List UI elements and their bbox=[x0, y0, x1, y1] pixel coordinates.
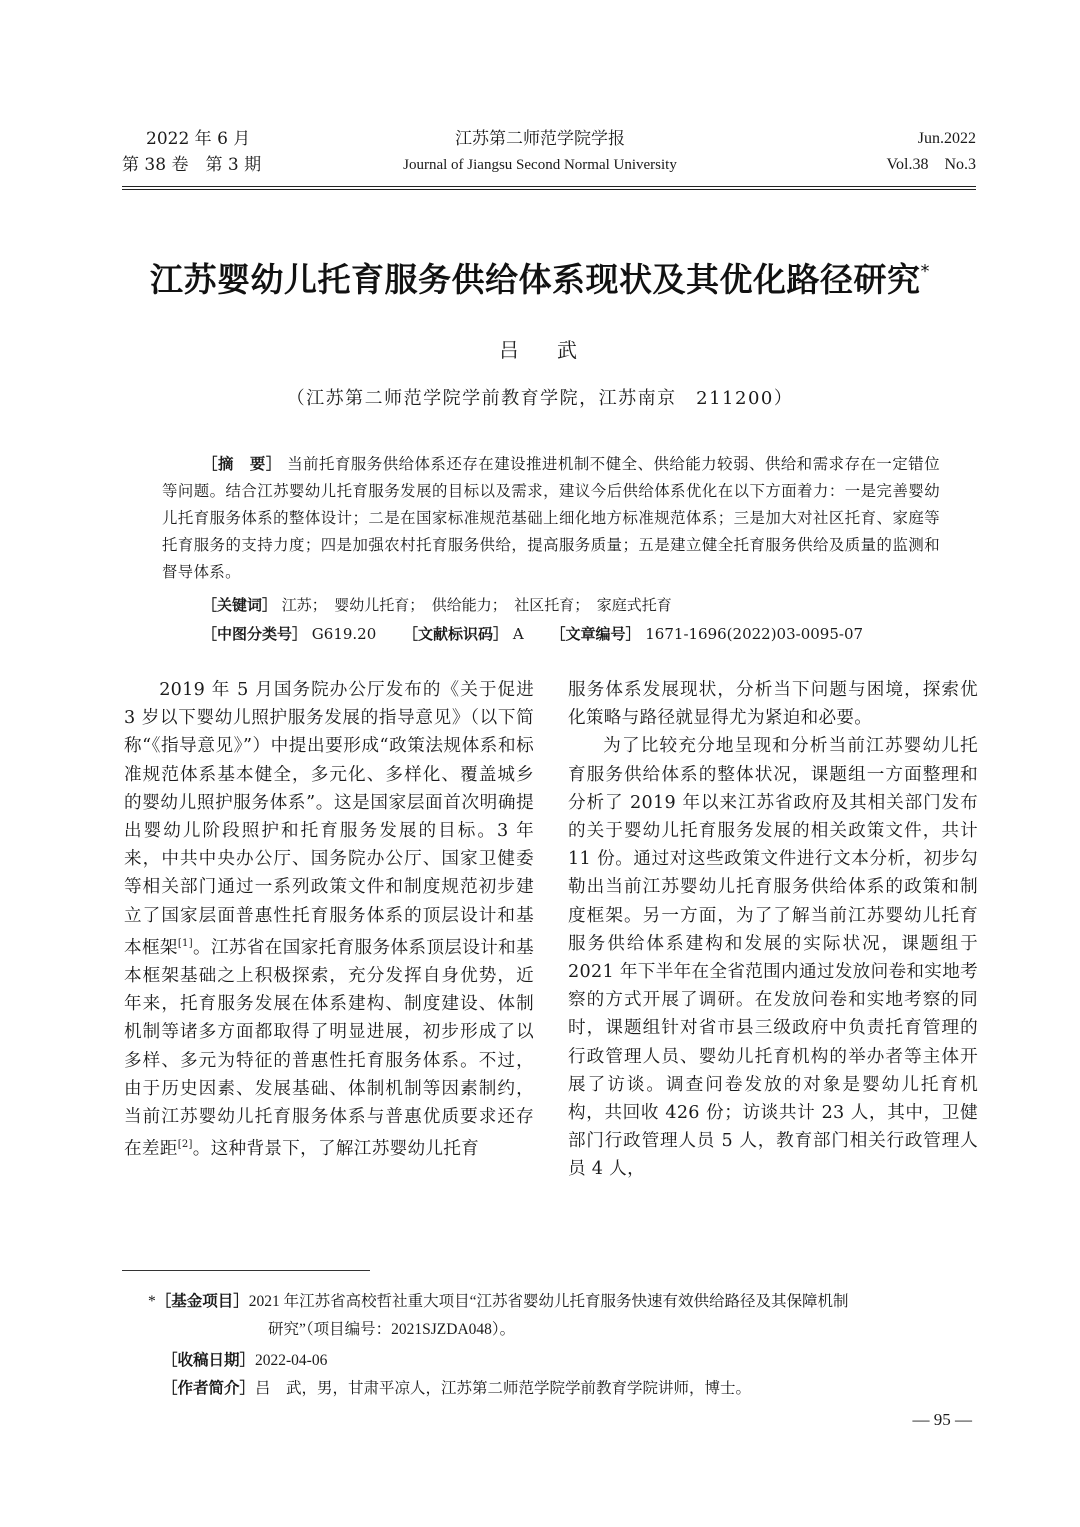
volume-issue-cn: 第 38 卷 第 3 期 bbox=[122, 155, 262, 175]
journal-name-en: Journal of Jiangsu Second Normal University bbox=[403, 157, 677, 173]
body-column-left bbox=[124, 676, 534, 1163]
keywords-list: 江苏； 婴幼儿托育； 供给能力； 社区托育； 家庭式托育 bbox=[281, 596, 672, 614]
citation-1[interactable]: [1] bbox=[177, 937, 193, 949]
author-given: 吕 bbox=[499, 338, 523, 362]
header-left bbox=[122, 126, 261, 178]
footnote-author-bio bbox=[162, 1374, 751, 1403]
clc-value: G619.20 bbox=[311, 625, 377, 643]
footnote-received-date bbox=[162, 1346, 327, 1375]
fund-mark: * bbox=[148, 1293, 156, 1310]
abstract-label: ［摘 要］ bbox=[202, 455, 282, 473]
classification-line bbox=[202, 621, 942, 648]
author-bio-value: 吕 武，男，甘肃平凉人，江苏第二师范学院学前教育学院讲师，博士。 bbox=[255, 1380, 752, 1397]
abstract bbox=[162, 451, 940, 586]
keywords-label: ［关键词］ bbox=[202, 596, 278, 614]
issue-date-en: Jun.2022 bbox=[917, 130, 976, 147]
journal-name-cn: 江苏第二师范学院学报 bbox=[455, 129, 625, 149]
abstract-text: 当前托育服务供给体系还存在建设推进机制不健全、供给能力较弱、供给和需求存在一定错位等问题。结合江苏婴幼儿托育服务发展的目标以及需求，建议今后供给体系优化在以下方面着力：一是完善婴幼儿托育服务体系的整体设计；二是在国家标准规范基础上细化地方标准规范体系；三是加大对社区托育、家庭等托育服务的支持力度；四是加强农村托育服务供给，提高服务质量；五是建立健全托育服务供给及质量的监测和督导体系。 bbox=[162, 455, 940, 581]
fund-text-line2: 研究”（项目编号：2021SJZDA048）。 bbox=[268, 1321, 516, 1338]
author-bio-label: ［作者简介］ bbox=[162, 1379, 256, 1397]
title-footnote-mark: * bbox=[920, 261, 930, 282]
author-family: 武 bbox=[557, 338, 581, 362]
page-number: — 95 — bbox=[912, 1410, 972, 1429]
footnote-rule bbox=[122, 1270, 370, 1271]
fund-label: ［基金项目］ bbox=[155, 1292, 249, 1310]
author-affiliation: （江苏第二师范学院学前教育学院，江苏南京 211200） bbox=[286, 388, 794, 409]
header-center bbox=[340, 126, 740, 178]
volume-issue-en: Vol.38 No.3 bbox=[886, 156, 976, 173]
header-right bbox=[887, 126, 977, 178]
article-title bbox=[0, 254, 1080, 301]
header-double-rule bbox=[122, 186, 976, 190]
article-title-text: 江苏婴幼儿托育服务供给体系现状及其优化路径研究 bbox=[150, 260, 921, 299]
body-paragraph: 为了比较充分地呈现和分析当前江苏婴幼儿托育服务供给体系的整体状况，课题组一方面整理和分析了 2019 年以来江苏省政府及其相关部门发布的关于婴幼儿托育服务发展的相关政策文件，共计 11 份。通过对这些政策文件进行文本分析，初步勾勒出当前江苏婴幼儿托育服务供给体系的政策和制度框架。另一方面，为了了解当前江苏婴幼儿托育服务供给体系建构和发展的实际状况，课题组于 2021 年下半年在全省范围内通过发放问卷和实地考察的方式开展了调研。在发放问卷和实地考察的同时，课题组针对省市县三级政府中负责托育管理的行政管理人员、婴幼儿托育机构的举办者等主体开展了访谈。调查问卷发放的对象是婴幼儿托育机构，共回收 426 份；访谈共计 23 人，其中，卫健部门行政管理人员 5 人，教育部门相关行政管理人员 4 人， bbox=[568, 736, 978, 1180]
doc-code-label: ［文献标识码］ bbox=[403, 625, 509, 643]
fund-text-line1: 2021 年江苏省高校哲社重大项目“江苏省婴幼儿托育服务快速有效供给路径及其保障机制 bbox=[248, 1293, 849, 1310]
body-paragraph: 2019 年 5 月国务院办公厅发布的《关于促进 3 岁以下婴幼儿照护服务发展的指导意见》（以下简称“《指导意见》”）中提出要形成“政策法规体系和标准规范体系基本健全，多元化、多样化、覆盖城乡的婴幼儿照护服务体系”。这是国家层面首次明确提出婴幼儿阶段照护和托育服务发展的目标。3 年来，中共中央办公厅、国务院办公厅、国家卫健委等相关部门通过一系列政策文件和制度规范初步建立了国家层面普惠性托育服务体系的顶层设计和基本框架[1]。江苏省在国家托育服务体系顶层设计和基本框架基础之上积极探索，充分发挥自身优势，近年来，托育服务发展在体系建构、制度建设、体制机制等诸多方面都取得了明显进展，初步形成了以多样、多元为特征的普惠性托育服务体系。不过，由于历史因素、发展基础、体制机制等因素制约，当前江苏婴幼儿托育服务体系与普惠优质要求还存在差距[2]。这种背景下，了解江苏婴幼儿托育 bbox=[124, 680, 535, 1160]
keywords bbox=[202, 592, 942, 619]
doc-code-value: A bbox=[512, 625, 524, 643]
article-number-label: ［文章编号］ bbox=[550, 625, 641, 643]
clc-label: ［中图分类号］ bbox=[202, 625, 308, 643]
received-label: ［收稿日期］ bbox=[162, 1351, 256, 1369]
received-value: 2022-04-06 bbox=[255, 1352, 328, 1369]
article-number-value: 1671-1696(2022)03-0095-07 bbox=[645, 625, 864, 643]
footnote-fund bbox=[148, 1287, 983, 1344]
body-paragraph-continued: 服务体系发展现状，分析当下问题与困境，探索优化策略与路径就显得尤为紧迫和必要。 bbox=[568, 680, 978, 729]
citation-2[interactable]: [2] bbox=[177, 1139, 193, 1151]
body-column-right bbox=[568, 676, 978, 1184]
author-name bbox=[0, 334, 1080, 363]
issue-date-cn: 2022 年 6 月 bbox=[146, 129, 251, 149]
